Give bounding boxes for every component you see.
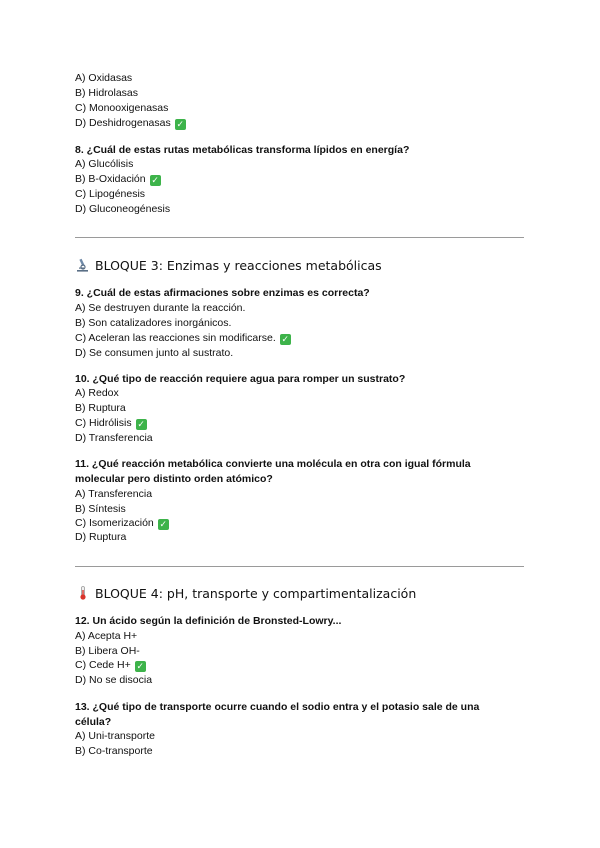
q7-option-a: A) Oxidasas [75, 72, 133, 84]
q12-option-a: A) Acepta H+ [75, 630, 138, 642]
q9-option-c [75, 332, 291, 345]
q12-option-b: B) Libera OH- [75, 645, 140, 657]
thermometer-icon [75, 586, 91, 600]
option-text: C) Isomerización [75, 517, 154, 529]
q11-option-d: D) Ruptura [75, 531, 127, 543]
q8-option-c: C) Lipogénesis [75, 188, 146, 200]
q7-option-b: B) Hidrolasas [75, 87, 139, 99]
q8-option-b [75, 173, 161, 186]
q8-option-a: A) Glucólisis [75, 158, 134, 170]
check-mark-icon: ✓ [281, 334, 290, 344]
q9-option-a: A) Se destruyen durante la reacción. [75, 302, 246, 314]
q10-option-c [75, 417, 147, 430]
q13-option-a: A) Uni-transporte [75, 730, 155, 742]
q11-option-c [75, 517, 169, 530]
section-heading-bloque-4 [75, 586, 416, 602]
option-text: C) Hidrólisis [75, 417, 132, 429]
question-10: 10. ¿Qué tipo de reacción requiere agua para romper un sustrato? [75, 373, 406, 385]
option-text: D) Deshidrogenasas [75, 117, 171, 129]
section-title: BLOQUE 3: Enzimas y reacciones metabólicas [95, 258, 382, 273]
q11-option-a: A) Transferencia [75, 488, 153, 500]
check-mark-icon: ✓ [137, 419, 145, 429]
q9-option-d: D) Se consumen junto al sustrato. [75, 347, 234, 359]
q8-option-d: D) Gluconeogénesis [75, 203, 171, 215]
section-title: BLOQUE 4: pH, transporte y compartimentalización [95, 586, 417, 601]
question-13: 13. ¿Qué tipo de transporte ocurre cuando el sodio entra y el potasio sale de una célula? [75, 701, 480, 728]
microscope-icon [75, 258, 91, 272]
q10-option-a: A) Redox [75, 387, 119, 399]
q12-option-d: D) No se disocia [75, 674, 153, 686]
check-mark-icon: ✓ [159, 519, 168, 529]
q10-option-b: B) Ruptura [75, 402, 126, 414]
option-text: C) Cede H+ [75, 659, 131, 671]
section-divider [75, 566, 524, 567]
q13-option-b: B) Co-transporte [75, 745, 153, 757]
q7-option-d [75, 117, 186, 130]
question-12: 12. Un ácido según la definición de Bronsted-Lowry... [75, 615, 342, 627]
option-text: C) Aceleran las reacciones sin modificarse. [75, 332, 276, 344]
section-divider [75, 237, 524, 238]
check-mark-icon: ✓ [176, 119, 184, 129]
check-mark-icon: ✓ [151, 175, 159, 185]
check-mark-icon: ✓ [136, 661, 144, 671]
q12-option-c [75, 659, 146, 672]
question-8: 8. ¿Cuál de estas rutas metabólicas transforma lípidos en energía? [75, 144, 410, 156]
question-11: 11. ¿Qué reacción metabólica convierte una molécula en otra con igual fórmula molecular pero distinto orden atómico? [75, 458, 471, 485]
q7-option-c: C) Monooxigenasas [75, 102, 169, 114]
option-text: B) B-Oxidación [75, 173, 146, 185]
question-9: 9. ¿Cuál de estas afirmaciones sobre enzimas es correcta? [75, 287, 370, 299]
q11-option-b: B) Síntesis [75, 503, 126, 515]
q9-option-b: B) Son catalizadores inorgánicos. [75, 317, 232, 329]
section-heading-bloque-3 [75, 258, 382, 274]
q10-option-d: D) Transferencia [75, 432, 153, 444]
